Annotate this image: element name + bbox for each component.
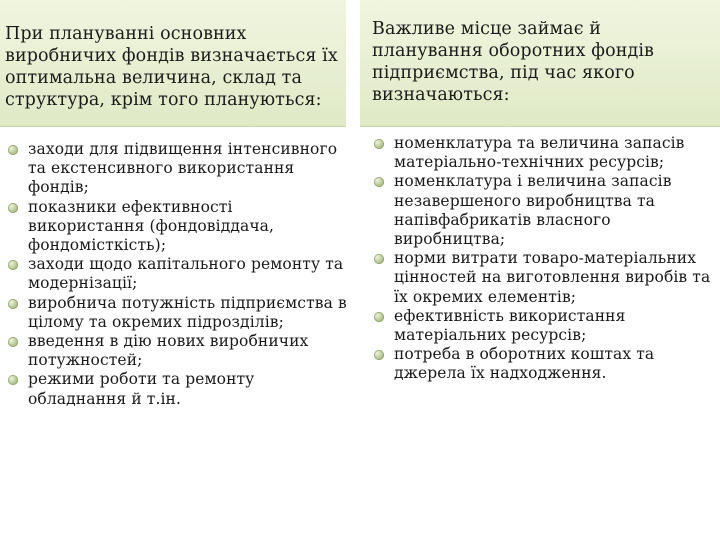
list-item [8, 255, 353, 293]
bullet-dot-icon [8, 260, 18, 270]
list-item-text: номенклатура і величина запасів незавершеного виробництва та напівфабрикатів власного виробництва; [394, 172, 672, 249]
list-item-text: норми витрати товаро-матеріальних цінностей на виготовлення виробів та їх окремих елементів; [394, 249, 711, 306]
bullet-dot-icon [8, 337, 18, 347]
list-item [374, 249, 718, 307]
list-item-text: режими роботи та ремонту обладнання й т.ін. [28, 370, 255, 408]
bullet-dot-icon [8, 203, 18, 213]
list-item [374, 134, 718, 172]
list-item [8, 332, 353, 370]
list-item [8, 294, 353, 332]
list-item-text: введення в дію нових виробничих потужностей; [28, 332, 309, 370]
list-item-text: виробнича потужність підприємства в цілому та окремих підрозділів; [28, 293, 347, 331]
right-column [360, 0, 720, 540]
left-list [8, 140, 353, 409]
list-item-text: номенклатура та величина запасів матеріально-технічних ресурсів; [394, 134, 685, 172]
list-item-text: заходи щодо капітального ремонту та модернізації; [28, 255, 344, 293]
list-item [8, 198, 353, 256]
list-item [374, 172, 718, 249]
bullet-dot-icon [374, 350, 384, 360]
list-item-text: показники ефективності використання (фондовіддача, фондомісткість); [28, 197, 275, 255]
left-heading: При плануванні основних виробничих фондів визначається їх оптимальна величина, склад та структура, крім того плануються: [5, 24, 338, 110]
list-item-text: потреба в оборотних коштах та джерела їх надходження. [394, 345, 655, 383]
list-item [374, 307, 718, 345]
bullet-dot-icon [8, 145, 18, 155]
bullet-dot-icon [374, 177, 384, 187]
bullet-dot-icon [374, 139, 384, 149]
bullet-dot-icon [8, 299, 18, 309]
list-item [8, 370, 353, 408]
bullet-dot-icon [374, 254, 384, 264]
right-list [374, 134, 718, 384]
right-heading: Важливе місце займає й планування оборотних фондів підприємства, під час якого визначаються: [372, 19, 654, 105]
list-item-text: заходи для підвищення інтенсивного та екстенсивного використання фондів; [28, 140, 338, 197]
bullet-dot-icon [8, 375, 18, 385]
list-item [374, 345, 718, 383]
list-item [8, 140, 353, 198]
list-item-text: ефективність використання матеріальних ресурсів; [394, 306, 626, 345]
bullet-dot-icon [374, 312, 384, 322]
